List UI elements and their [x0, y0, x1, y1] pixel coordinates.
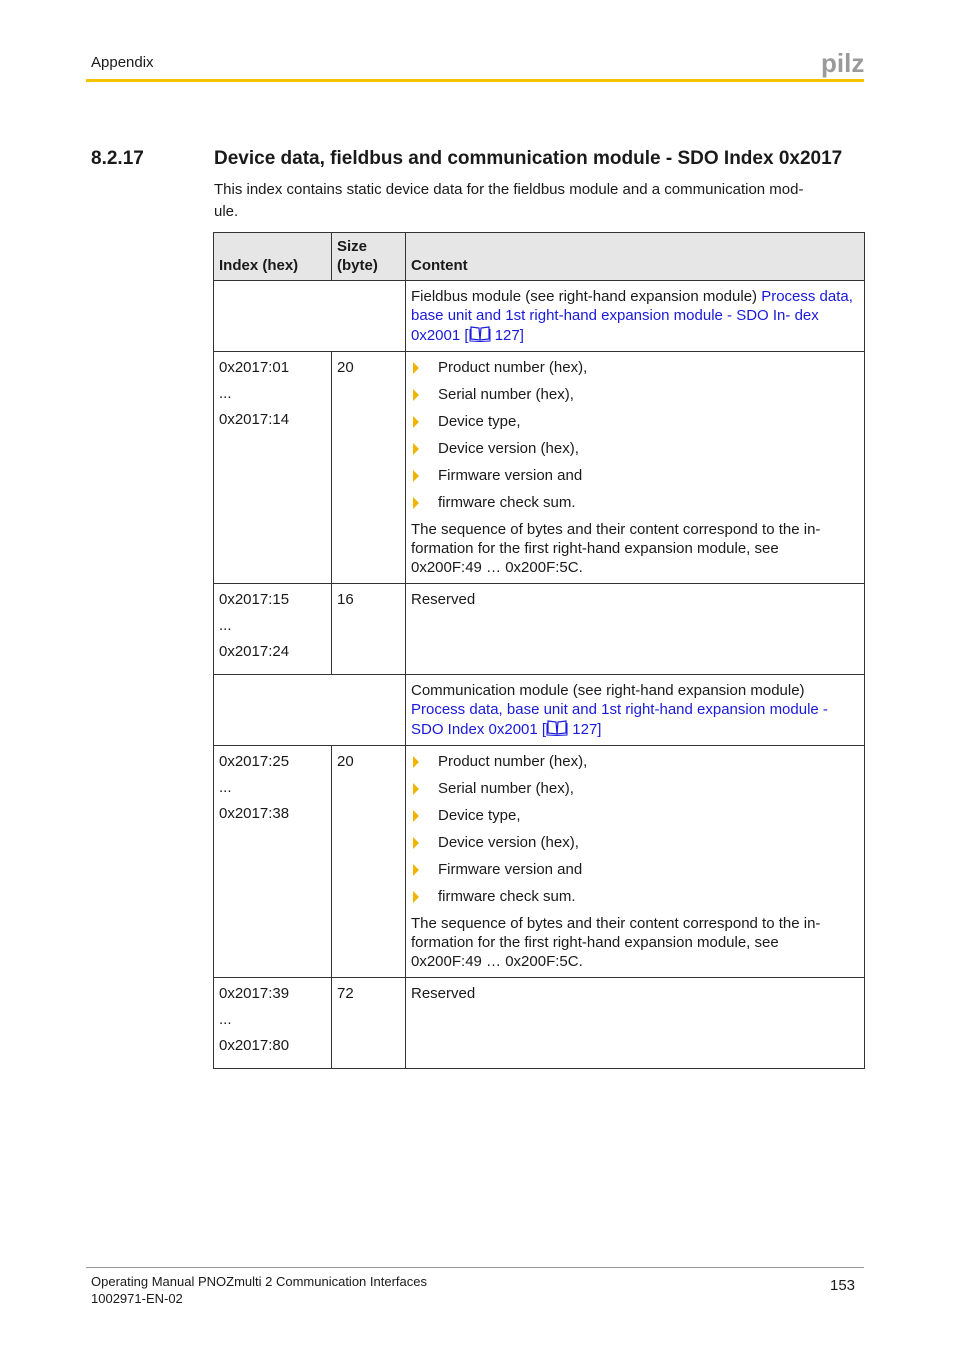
header-content: Content [406, 233, 865, 281]
list-item: Device type, [411, 806, 859, 825]
size-cell: 20 [332, 352, 406, 584]
header-section-label: Appendix [91, 54, 154, 71]
header-divider [86, 79, 864, 82]
table-row-comm-heading [214, 675, 865, 746]
fieldbus-crossref-link[interactable]: Process data, base unit and 1st right-hand expansion module - SDO In- dex 0x2001 [ 127] [411, 288, 853, 344]
table-row [214, 746, 865, 978]
size-cell: 16 [332, 584, 406, 675]
list-item: Serial number (hex), [411, 385, 859, 404]
content-cell: Reserved [406, 584, 865, 675]
section-title: Device data, fieldbus and communication module - SDO Index 0x2017 [214, 148, 843, 169]
comm-heading: Communication module (see right-hand expansion module) Process data, base unit and 1st right-hand expansion module - SDO Index 0x2001 [ 127] [406, 675, 865, 746]
book-icon [469, 325, 491, 342]
svg-text:pilz: pilz [821, 50, 865, 78]
list-item: Product number (hex), [411, 752, 859, 771]
index-cell: 0x2017:25 ... 0x2017:38 [214, 746, 332, 978]
list-item: Firmware version and [411, 466, 859, 485]
content-cell [406, 352, 865, 584]
table-row [214, 352, 865, 584]
list-item: Device version (hex), [411, 439, 859, 458]
page-number: 153 [830, 1277, 856, 1294]
table-row [214, 584, 865, 675]
table-header-row [214, 233, 865, 281]
book-icon [546, 719, 568, 736]
pilz-logo [821, 50, 865, 78]
size-cell: 20 [332, 746, 406, 978]
fieldbus-heading: Fieldbus module (see right-hand expansion module) Process data, base unit and 1st right-hand expansion module - SDO In- dex 0x2001 [ 127] [406, 281, 865, 352]
header-index: Index (hex) [214, 233, 332, 281]
list-item: Product number (hex), [411, 358, 859, 377]
footer-divider [86, 1267, 864, 1268]
content-paragraph: The sequence of bytes and their content correspond to the in- formation for the first right-hand expansion module, see 0x200F:49 … 0x200F:5C. [411, 915, 821, 970]
header-size: Size (byte) [332, 233, 406, 281]
table-row-fieldbus-heading [214, 281, 865, 352]
footer-manual-title: Operating Manual PNOZmulti 2 Communication Interfaces [91, 1274, 427, 1289]
comm-crossref-link[interactable]: Process data, base unit and 1st right-hand expansion module - SDO Index 0x2001 [ 127] [411, 701, 828, 738]
content-cell: Reserved [406, 978, 865, 1069]
list-item: Serial number (hex), [411, 779, 859, 798]
list-item: firmware check sum. [411, 493, 859, 512]
table-row [214, 978, 865, 1069]
size-cell: 72 [332, 978, 406, 1069]
footer-doc-number: 1002971-EN-02 [91, 1291, 183, 1306]
list-item: Device version (hex), [411, 833, 859, 852]
list-item: firmware check sum. [411, 887, 859, 906]
index-cell: 0x2017:15 ... 0x2017:24 [214, 584, 332, 675]
content-paragraph: The sequence of bytes and their content correspond to the in- formation for the first right-hand expansion module, see 0x200F:49 … 0x200F:5C. [411, 521, 821, 576]
section-number: 8.2.17 [91, 148, 144, 169]
content-cell [406, 746, 865, 978]
sdo-table [213, 232, 865, 1069]
section-intro: This index contains static device data for the fieldbus module and a communication mod- ule. [214, 181, 804, 220]
bullet-list [411, 358, 859, 512]
index-cell: 0x2017:39 ... 0x2017:80 [214, 978, 332, 1069]
list-item: Firmware version and [411, 860, 859, 879]
bullet-list [411, 752, 859, 906]
footer-doc-info [91, 1273, 427, 1307]
index-cell: 0x2017:01 ... 0x2017:14 [214, 352, 332, 584]
list-item: Device type, [411, 412, 859, 431]
